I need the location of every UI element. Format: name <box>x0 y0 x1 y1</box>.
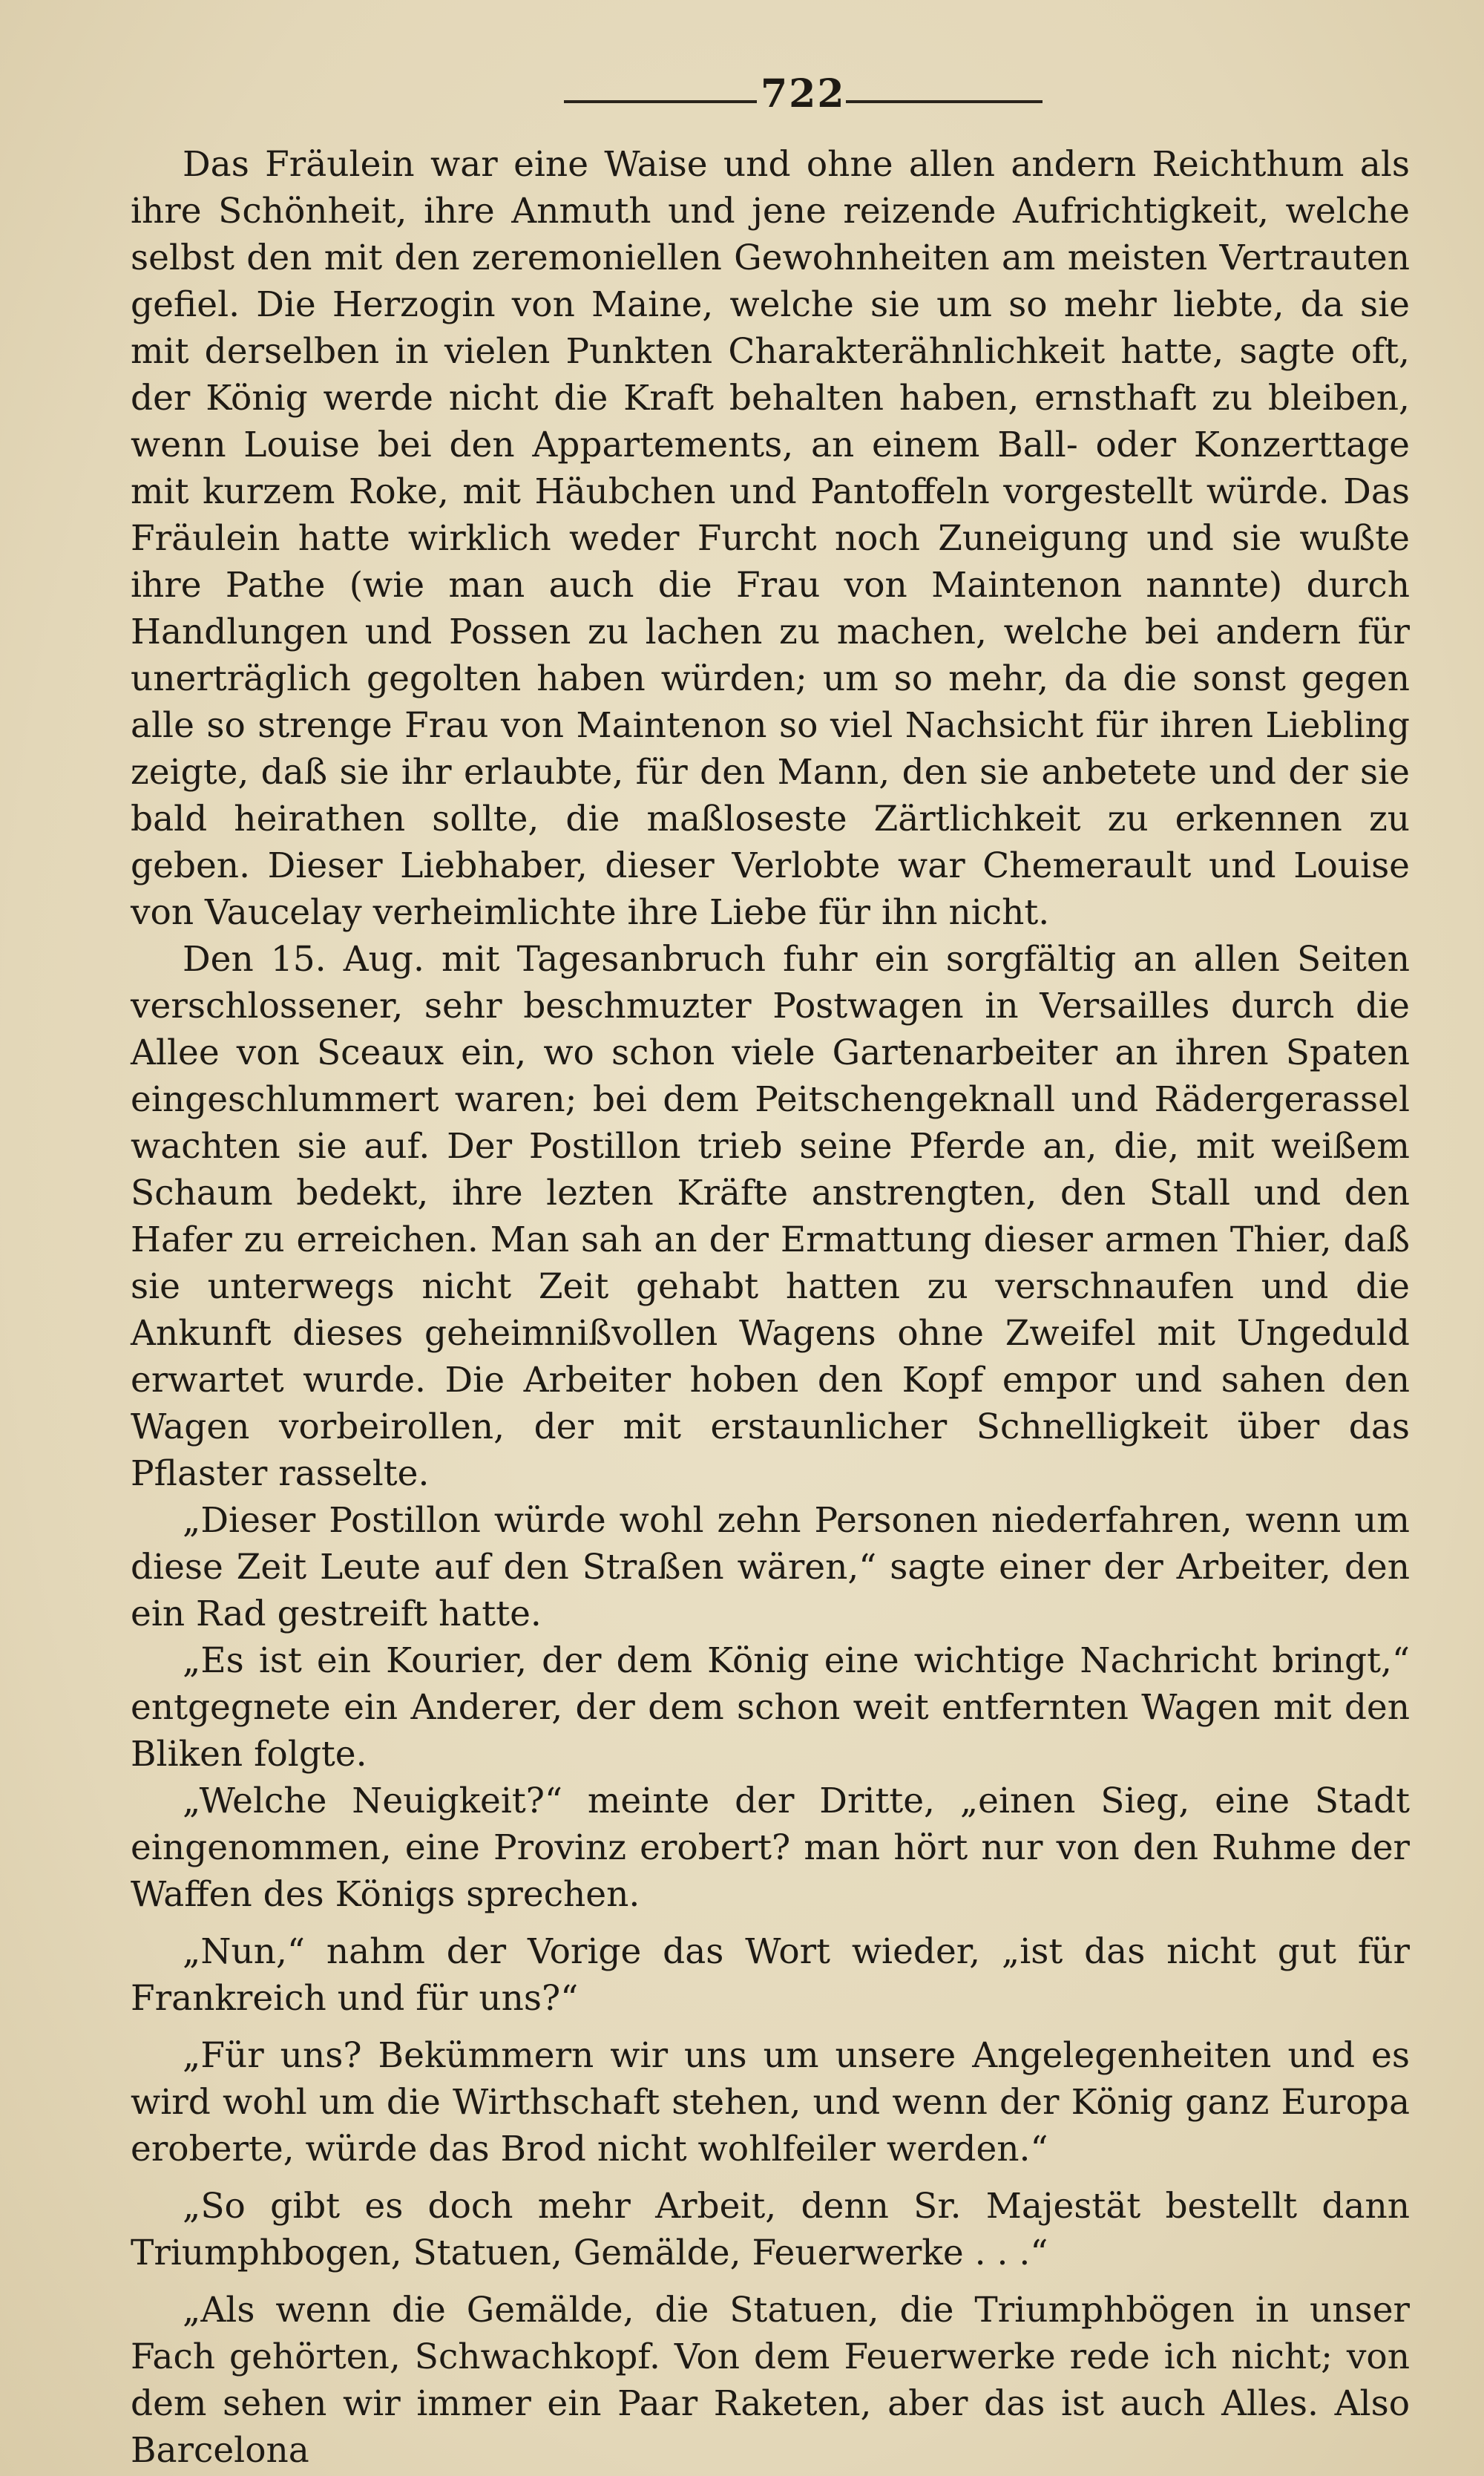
paragraph-3: „Dieser Postillon würde wohl zehn Personen niederfahren, wenn um diese Zeit Leute auf den Straßen wären,“ sagte einer der Arbeiter, den ein Rad gestreift hatte. <box>131 1500 1410 1634</box>
page-number: 722 <box>761 71 846 117</box>
page-header <box>0 61 1484 128</box>
paragraph-5: „Welche Neuigkeit?“ meinte der Dritte, „einen Sieg, eine Stadt eingenommen, eine Provinz erobert? man hört nur von den Ruhme der Waffen des Königs sprechen. <box>131 1781 1410 1915</box>
paragraph-2: Den 15. Aug. mit Tagesanbruch fuhr ein sorgfältig an allen Seiten verschlossener, sehr beschmuzter Postwagen in Versailles durch die Allee von Sceaux ein, wo schon viele Gartenarbeiter an ihren Spaten eingeschlummert waren; bei dem Peitschengeknall und Rädergerassel wachten sie auf. Der Postillon trieb seine Pferde an, die, mit weißem Schaum bedekt, ihre lezten Kräfte anstrengten, den Stall und den Hafer zu erreichen. Man sah an der Ermattung dieser armen Thier, daß sie unterwegs nicht Zeit gehabt hatten zu verschnaufen und die Ankunft dieses geheimnißvollen Wagens ohne Zweifel mit Ungeduld erwartet wurde. Die Arbeiter hoben den Kopf empor und sahen den Wagen vorbeirollen, der mit erstaunlicher Schnelligkeit über das Pflaster rasselte. <box>131 939 1410 1494</box>
body-text <box>131 141 1410 2474</box>
paragraph-9: „Als wenn die Gemälde, die Statuen, die Triumphbögen in unser Fach gehörten, Schwachkopf. Von dem Feuerwerke rede ich nicht; von dem sehen wir immer ein Paar Raketen, aber das ist auch Alles. Also Barcelona <box>131 2290 1410 2471</box>
paragraph-8: „So gibt es doch mehr Arbeit, denn Sr. Majestät bestellt dann Triumphbogen, Statuen, Gemälde, Feuerwerke . . .“ <box>131 2186 1410 2273</box>
paragraph-7: „Für uns? Bekümmern wir uns um unsere Angelegenheiten und es wird wohl um die Wirthschaft stehen, und wenn der König ganz Europa eroberte, würde das Brod nicht wohlfeiler werden.“ <box>131 2035 1410 2169</box>
header-rule-left <box>564 100 757 103</box>
paragraph-6: „Nun,“ nahm der Vorige das Wort wieder, „ist das nicht gut für Frankreich und für uns?“ <box>131 1931 1410 2019</box>
paragraph-4: „Es ist ein Kourier, der dem König eine wichtige Nachricht bringt,“ entgegnete ein Anderer, der dem schon weit entfernten Wagen mit den Bliken folgte. <box>131 1640 1410 1775</box>
header-rule-right <box>846 100 1043 103</box>
paragraph-1: Das Fräulein war eine Waise und ohne allen andern Reichthum als ihre Schönheit, ihre Anmuth und jene reizende Aufrichtigkeit, welche selbst den mit den zeremoniellen Gewohnheiten am meisten Vertrauten gefiel. Die Herzogin von Maine, welche sie um so mehr liebte, da sie mit derselben in vielen Punkten Charakterähnlichkeit hatte, sagte oft, der König werde nicht die Kraft behalten haben, ernsthaft zu bleiben, wenn Louise bei den Appartements, an einem Ball- oder Konzerttage mit kurzem Roke, mit Häubchen und Pantoffeln vorgestellt würde. Das Fräulein hatte wirklich weder Furcht noch Zuneigung und sie wußte ihre Pathe (wie man auch die Frau von Maintenon nannte) durch Handlungen und Possen zu lachen zu machen, welche bei andern für unerträglich gegolten haben würden; um so mehr, da die sonst gegen alle so strenge Frau von Maintenon so viel Nachsicht für ihren Liebling zeigte, daß sie ihr erlaubte, für den Mann, den sie anbetete und der sie bald heirathen sollte, die maßloseste Zärtlichkeit zu erkennen zu geben. Dieser Liebhaber, dieser Verlobte war Chemerault und Louise von Vaucelay verheimlichte ihre Liebe für ihn nicht. <box>131 144 1410 933</box>
